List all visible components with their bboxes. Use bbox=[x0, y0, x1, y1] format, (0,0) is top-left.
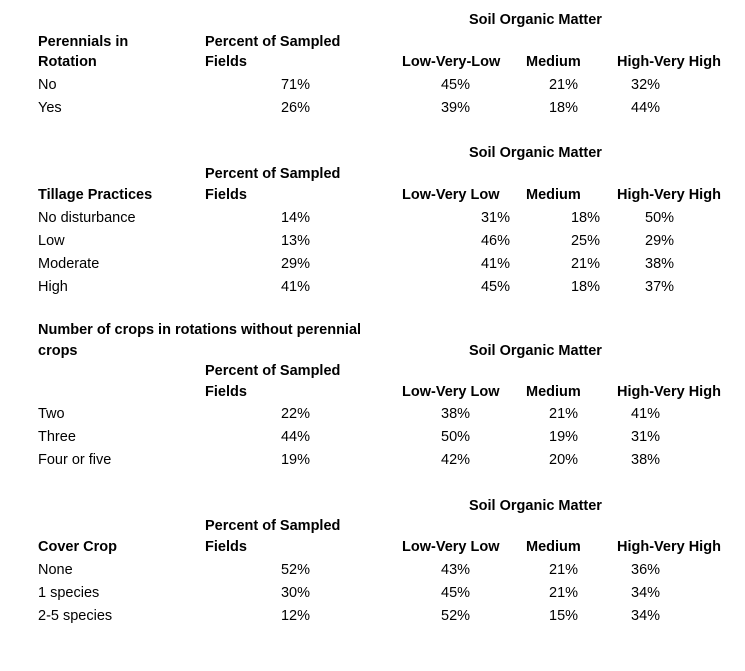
col-header-high: High-Very High bbox=[617, 384, 721, 400]
low-value: 39% bbox=[440, 100, 470, 116]
medium-value: 25% bbox=[570, 233, 600, 249]
percent-value: 22% bbox=[280, 406, 310, 422]
percent-value: 14% bbox=[280, 210, 310, 226]
medium-value: 21% bbox=[549, 562, 579, 578]
row-label: 1 species bbox=[38, 585, 100, 601]
low-value: 45% bbox=[440, 77, 470, 93]
medium-value: 18% bbox=[548, 100, 578, 116]
row-group-label-line-1: Perennials in bbox=[38, 34, 129, 50]
row-label: Moderate bbox=[38, 256, 100, 272]
low-value: 52% bbox=[441, 608, 471, 624]
soil-organic-matter-heading: Soil Organic Matter bbox=[469, 343, 602, 359]
col-header-high: High-Very High bbox=[617, 54, 721, 70]
medium-value: 21% bbox=[549, 585, 579, 601]
percent-value: 52% bbox=[280, 562, 310, 578]
percent-value: 29% bbox=[280, 256, 310, 272]
row-label: Low bbox=[38, 233, 65, 249]
high-value: 41% bbox=[631, 406, 661, 422]
low-value: 43% bbox=[441, 562, 471, 578]
medium-value: 19% bbox=[549, 429, 579, 445]
percent-header-line-2: Fields bbox=[205, 539, 247, 555]
row-group-label-line-1: Number of crops in rotations without perennial bbox=[38, 322, 362, 338]
low-value: 50% bbox=[441, 429, 471, 445]
row-label: No bbox=[38, 77, 57, 93]
percent-header-line-2: Fields bbox=[205, 384, 247, 400]
high-value: 36% bbox=[631, 562, 661, 578]
row-label: Two bbox=[38, 406, 65, 422]
percent-value: 44% bbox=[280, 429, 310, 445]
high-value: 38% bbox=[631, 452, 661, 468]
col-header-low: Low-Very-Low bbox=[402, 54, 501, 70]
high-value: 34% bbox=[631, 585, 661, 601]
high-value: 34% bbox=[631, 608, 661, 624]
low-value: 41% bbox=[480, 256, 510, 272]
soil-organic-matter-heading: Soil Organic Matter bbox=[469, 12, 602, 28]
col-header-medium: Medium bbox=[526, 54, 581, 70]
percent-header-line-1: Percent of Sampled bbox=[205, 166, 341, 182]
percent-header-line-2: Fields bbox=[205, 54, 247, 70]
col-header-medium: Medium bbox=[526, 187, 581, 203]
row-label: 2-5 species bbox=[38, 608, 113, 624]
percent-value: 19% bbox=[280, 452, 310, 468]
percent-header-line-2: Fields bbox=[205, 187, 247, 203]
medium-value: 21% bbox=[548, 77, 578, 93]
col-header-low: Low-Very Low bbox=[402, 539, 500, 555]
medium-value: 21% bbox=[570, 256, 600, 272]
row-group-label-line-2: Rotation bbox=[38, 54, 97, 70]
soil-organic-matter-heading: Soil Organic Matter bbox=[469, 498, 602, 514]
row-label: No disturbance bbox=[38, 210, 136, 226]
high-value: 29% bbox=[645, 233, 675, 249]
soil-organic-matter-heading: Soil Organic Matter bbox=[469, 145, 602, 161]
percent-value: 41% bbox=[280, 279, 310, 295]
row-label: High bbox=[38, 279, 68, 295]
medium-value: 15% bbox=[549, 608, 579, 624]
percent-value: 13% bbox=[280, 233, 310, 249]
percent-header-line-1: Percent of Sampled bbox=[205, 518, 341, 534]
high-value: 38% bbox=[645, 256, 675, 272]
row-group-label-line-2: crops bbox=[38, 343, 78, 359]
low-value: 45% bbox=[480, 279, 510, 295]
high-value: 44% bbox=[631, 100, 661, 116]
row-group-label-line-1: Cover Crop bbox=[38, 539, 117, 555]
col-header-medium: Medium bbox=[526, 384, 581, 400]
percent-header-line-1: Percent of Sampled bbox=[205, 34, 341, 50]
low-value: 46% bbox=[480, 233, 510, 249]
percent-value: 30% bbox=[280, 585, 310, 601]
percent-header-line-1: Percent of Sampled bbox=[205, 363, 341, 379]
col-header-high: High-Very High bbox=[617, 539, 721, 555]
row-label: Yes bbox=[38, 100, 62, 116]
high-value: 50% bbox=[645, 210, 675, 226]
high-value: 31% bbox=[631, 429, 661, 445]
row-label: Three bbox=[38, 429, 76, 445]
col-header-low: Low-Very Low bbox=[402, 384, 500, 400]
low-value: 38% bbox=[441, 406, 471, 422]
low-value: 45% bbox=[441, 585, 471, 601]
high-value: 32% bbox=[631, 77, 661, 93]
row-label: Four or five bbox=[38, 452, 112, 468]
col-header-medium: Medium bbox=[526, 539, 581, 555]
row-label: None bbox=[38, 562, 73, 578]
high-value: 37% bbox=[645, 279, 675, 295]
medium-value: 20% bbox=[549, 452, 579, 468]
percent-value: 26% bbox=[280, 100, 310, 116]
col-header-low: Low-Very Low bbox=[402, 187, 500, 203]
medium-value: 21% bbox=[549, 406, 579, 422]
col-header-high: High-Very High bbox=[617, 187, 721, 203]
medium-value: 18% bbox=[570, 210, 600, 226]
percent-value: 71% bbox=[280, 77, 310, 93]
row-group-label-line-1: Tillage Practices bbox=[38, 187, 153, 203]
low-value: 42% bbox=[441, 452, 471, 468]
medium-value: 18% bbox=[570, 279, 600, 295]
low-value: 31% bbox=[480, 210, 510, 226]
percent-value: 12% bbox=[280, 608, 310, 624]
